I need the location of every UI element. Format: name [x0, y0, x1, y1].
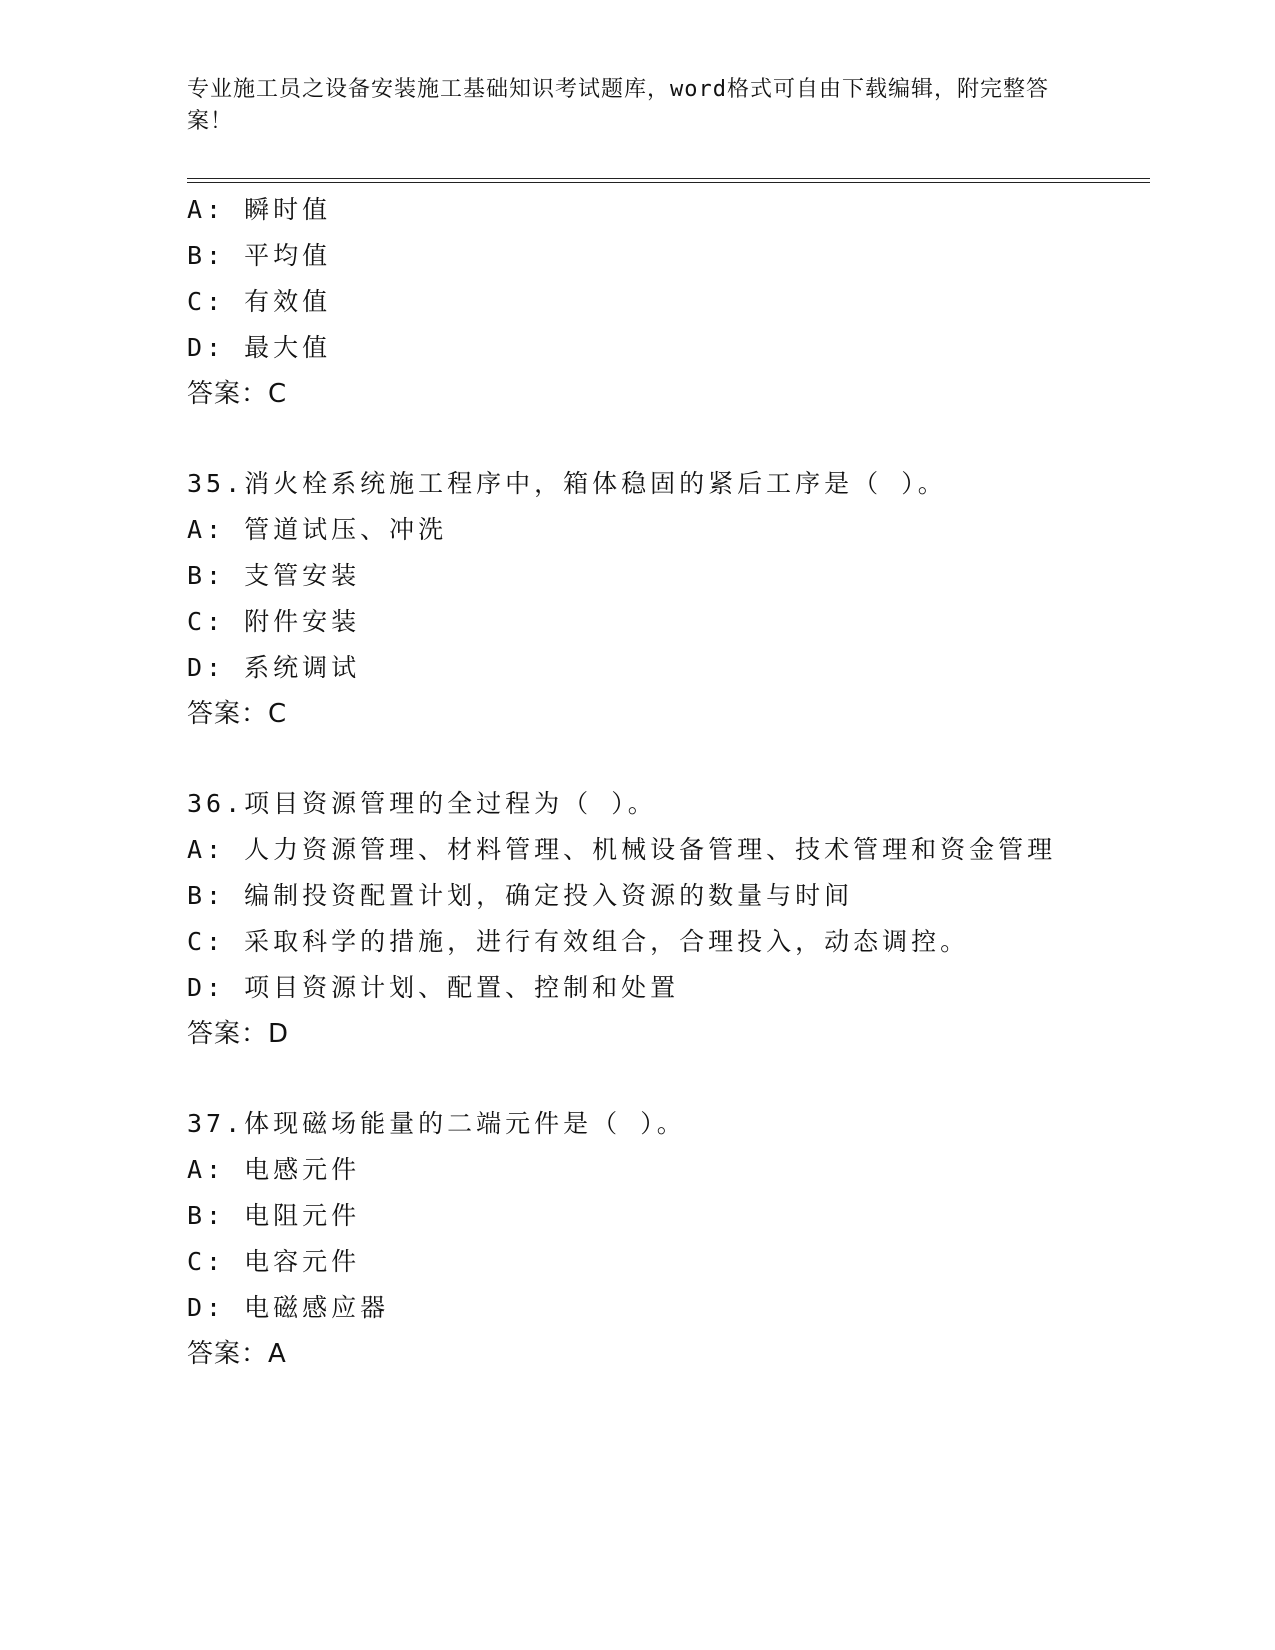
- answer-line: 答案：D: [187, 1019, 290, 1049]
- option-b: B: 电阻元件: [187, 1201, 361, 1230]
- option-b: B: 编制投资配置计划，确定投入资源的数量与时间: [187, 881, 854, 910]
- question-list: [187, 187, 1147, 1377]
- block-spacer: [187, 417, 1147, 461]
- option-d: D: 项目资源计划、配置、控制和处置: [187, 973, 680, 1002]
- question-block-34: [187, 187, 1147, 417]
- block-spacer: [187, 1057, 1147, 1101]
- option-d: D: 最大值: [187, 333, 332, 362]
- option-a: A: 管道试压、冲洗: [187, 515, 448, 544]
- answer-line: 答案：A: [187, 1339, 287, 1369]
- option-c: C: 有效值: [187, 287, 332, 316]
- question-block-37: [187, 1101, 1147, 1377]
- option-c: C: 电容元件: [187, 1247, 361, 1276]
- option-b: B: 支管安装: [187, 561, 361, 590]
- option-a: A: 电感元件: [187, 1155, 361, 1184]
- answer-line: 答案：C: [187, 699, 288, 729]
- header-rule-top: [187, 178, 1150, 179]
- option-b: B: 平均值: [187, 241, 332, 270]
- header-rule-bottom: [187, 182, 1150, 183]
- option-a: A: 瞬时值: [187, 195, 332, 224]
- document-header: [187, 74, 1067, 138]
- question-block-36: [187, 781, 1147, 1057]
- option-d: D: 系统调试: [187, 653, 361, 682]
- option-d: D: 电磁感应器: [187, 1293, 390, 1322]
- option-a: A: 人力资源管理、材料管理、机械设备管理、技术管理和资金管理: [187, 835, 1057, 864]
- question-text: 35.消火栓系统施工程序中，箱体稳固的紧后工序是（ ）。: [187, 469, 947, 498]
- question-text: 36.项目资源管理的全过程为（ ）。: [187, 789, 657, 818]
- question-text: 37.体现磁场能量的二端元件是（ ）。: [187, 1109, 686, 1138]
- answer-line: 答案：C: [187, 379, 288, 409]
- option-c: C: 采取科学的措施，进行有效组合，合理投入，动态调控。: [187, 927, 970, 956]
- option-c: C: 附件安装: [187, 607, 361, 636]
- header-title: 专业施工员之设备安装施工基础知识考试题库，word格式可自由下载编辑，附完整答案！: [187, 77, 1049, 134]
- block-spacer: [187, 737, 1147, 781]
- question-block-35: [187, 461, 1147, 737]
